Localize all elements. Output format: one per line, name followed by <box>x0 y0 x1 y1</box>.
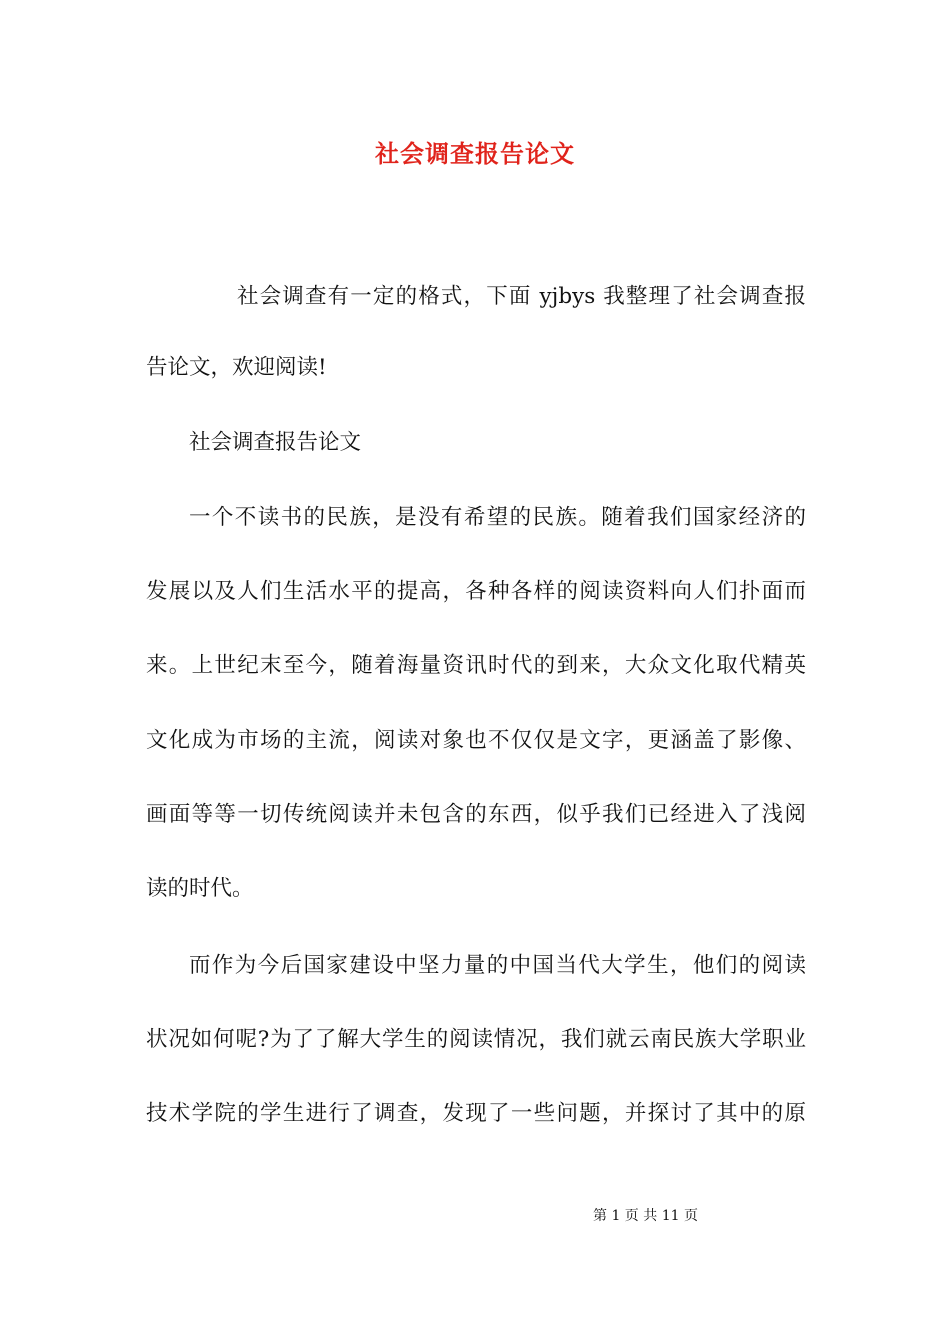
paragraph-1-line-3: 来。上世纪末至今，随着海量资讯时代的到来，大众文化取代精英 <box>146 653 806 678</box>
section-heading: 社会调查报告论文 <box>189 430 362 455</box>
paragraph-2-line-3: 技术学院的学生进行了调查，发现了一些问题，并探讨了其中的原 <box>146 1101 806 1126</box>
paragraph-1-line-1: 一个不读书的民族，是没有希望的民族。随着我们国家经济的 <box>189 505 806 530</box>
paragraph-2-line-1: 而作为今后国家建设中坚力量的中国当代大学生，他们的阅读 <box>189 953 806 978</box>
paragraph-1-line-6: 读的时代。 <box>146 876 254 901</box>
paragraph-1-line-2: 发展以及人们生活水平的提高，各种各样的阅读资料向人们扑面而 <box>146 579 806 604</box>
page-indicator: 第 1 页 共 11 页 <box>593 1208 698 1224</box>
paragraph-1-line-5: 画面等等一切传统阅读并未包含的东西，似乎我们已经进入了浅阅 <box>146 802 806 827</box>
paragraph-1-line-4: 文化成为市场的主流，阅读对象也不仅仅是文字，更涵盖了影像、 <box>146 728 806 753</box>
paragraph-2-line-2: 状况如何呢?为了了解大学生的阅读情况，我们就云南民族大学职业 <box>146 1027 806 1052</box>
intro-line-1: 社会调查有一定的格式，下面 yjbys 我整理了社会调查报 <box>237 284 806 309</box>
document-title: 社会调查报告论文 <box>375 139 575 168</box>
intro-line-2: 告论文，欢迎阅读! <box>146 355 327 380</box>
